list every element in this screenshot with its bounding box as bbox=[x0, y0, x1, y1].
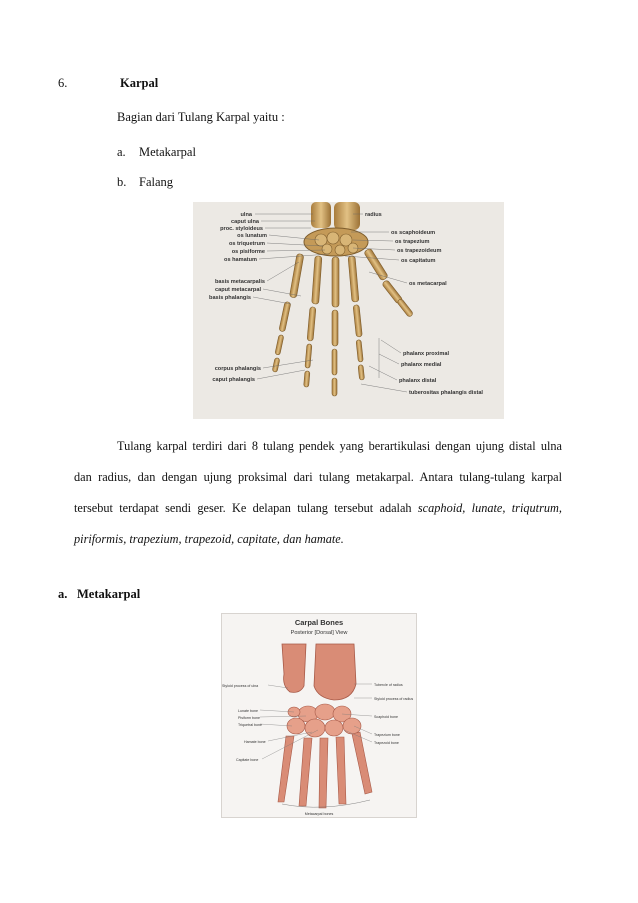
figure2-label-styloid-ulna: Styloid process of ulna bbox=[222, 684, 259, 688]
figure1-label-phalanx-medial: phalanx medial bbox=[401, 362, 442, 368]
list-item-marker: b. bbox=[117, 175, 127, 189]
figure2-label-triquetral: Triquetral bone bbox=[238, 723, 263, 727]
figure1-label-radius: radius bbox=[365, 212, 382, 218]
figure1-label-os-capitatum: os capitatum bbox=[401, 258, 436, 264]
paragraph-line bbox=[74, 493, 562, 524]
figure1-label-phalanx-proximal: phalanx proximal bbox=[403, 351, 450, 357]
section-title: Karpal bbox=[120, 76, 159, 90]
paragraph-line bbox=[74, 524, 344, 555]
paragraph-line: dan radius, dan dengan ujung proksimal dari tulang metakarpal. Antara tulang-tulang karpal bbox=[74, 470, 562, 484]
figure1-label-os-trapezoideum: os trapezoideum bbox=[397, 248, 442, 254]
hand-skeleton-figure bbox=[193, 202, 504, 419]
figure1-label-caput-metacarpal: caput metacarpal bbox=[214, 287, 261, 293]
figure2-label-styloid-radius: Styloid process of radius bbox=[374, 697, 414, 701]
subsection-title: Metakarpal bbox=[77, 587, 141, 601]
figure2-label-pisiform: Pisiform bone bbox=[238, 716, 260, 720]
figure2-label-scaphoid: Scaphoid bone bbox=[374, 715, 398, 719]
figure1-label-basis-phalangis: basis phalangis bbox=[209, 295, 251, 301]
paragraph-italic-text: piriformis, trapezium, trapezoid, capitate, dan hamate. bbox=[74, 532, 344, 546]
carpal-bones-figure bbox=[221, 613, 417, 818]
figure2-label-lunate: Lunate bone bbox=[238, 709, 258, 713]
figure1-label-os-lunatum: os lunatum bbox=[237, 233, 267, 239]
figure2-label-capitate: Capitate bone bbox=[236, 758, 259, 762]
figure1-label-corpus-phalangis: corpus phalangis bbox=[214, 366, 261, 372]
figure2-label-trapezium: Trapezium bone bbox=[374, 733, 400, 737]
subsection-marker: a. bbox=[58, 587, 68, 601]
hand-skeleton-illustration bbox=[193, 202, 504, 419]
paragraph-line: Tulang karpal terdiri dari 8 tulang pendek yang berartikulasi dengan ujung distal ulna bbox=[117, 439, 562, 453]
list-item-label: Metakarpal bbox=[139, 145, 196, 159]
figure1-label-phalanx-distal: phalanx distal bbox=[399, 378, 437, 384]
paragraph-italic-text: scaphoid, lunate, triqutrum, bbox=[417, 501, 562, 515]
intro-text: Bagian dari Tulang Karpal yaitu : bbox=[117, 110, 285, 124]
figure1-label-proc-styloideus: proc. styloideus bbox=[220, 226, 263, 232]
figure1-label-caput-phalangis: caput phalangis bbox=[212, 377, 255, 383]
figure1-label-os-scaphoideum: os scaphoideum bbox=[391, 230, 436, 236]
section-number: 6. bbox=[58, 76, 68, 90]
figure1-label-tuberositas-phalangis-distal: tuberositas phalangis distal bbox=[409, 390, 483, 396]
paragraph bbox=[74, 431, 562, 555]
figure2-label-hamate: Hamate bone bbox=[244, 740, 266, 744]
figure2-label-trapezoid: Trapezoid bone bbox=[374, 741, 399, 745]
figure1-label-caput-ulna: caput ulna bbox=[231, 219, 259, 225]
figure1-label-basis-metacarpalis: basis metacarpalis bbox=[214, 279, 265, 285]
figure1-label-os-hamatum: os hamatum bbox=[224, 257, 257, 263]
figure1-label-os-trapezium: os trapezium bbox=[395, 239, 430, 245]
figure2-label-metacarpal-bones: Metacarpal bones bbox=[304, 812, 334, 816]
figure2-title: Carpal Bones bbox=[294, 618, 344, 627]
list-item-marker: a. bbox=[117, 145, 126, 159]
figure2-label-tubercle-radius: Tubercle of radius bbox=[374, 683, 403, 687]
figure1-label-os-triquetrum: os triquetrum bbox=[228, 241, 265, 247]
carpal-bones-illustration bbox=[222, 614, 416, 817]
paragraph-text: tersebut terdapat sendi geser. Ke delapan tulang tersebut adalah bbox=[74, 501, 418, 515]
figure1-label-os-pisiforme: os pisiforme bbox=[231, 249, 265, 255]
figure1-label-os-metacarpal: os metacarpal bbox=[409, 281, 447, 287]
list-item-label: Falang bbox=[139, 175, 174, 189]
figure2-subtitle: Posterior [Dorsal] View bbox=[290, 630, 348, 636]
figure1-label-ulna: ulna bbox=[240, 212, 252, 218]
